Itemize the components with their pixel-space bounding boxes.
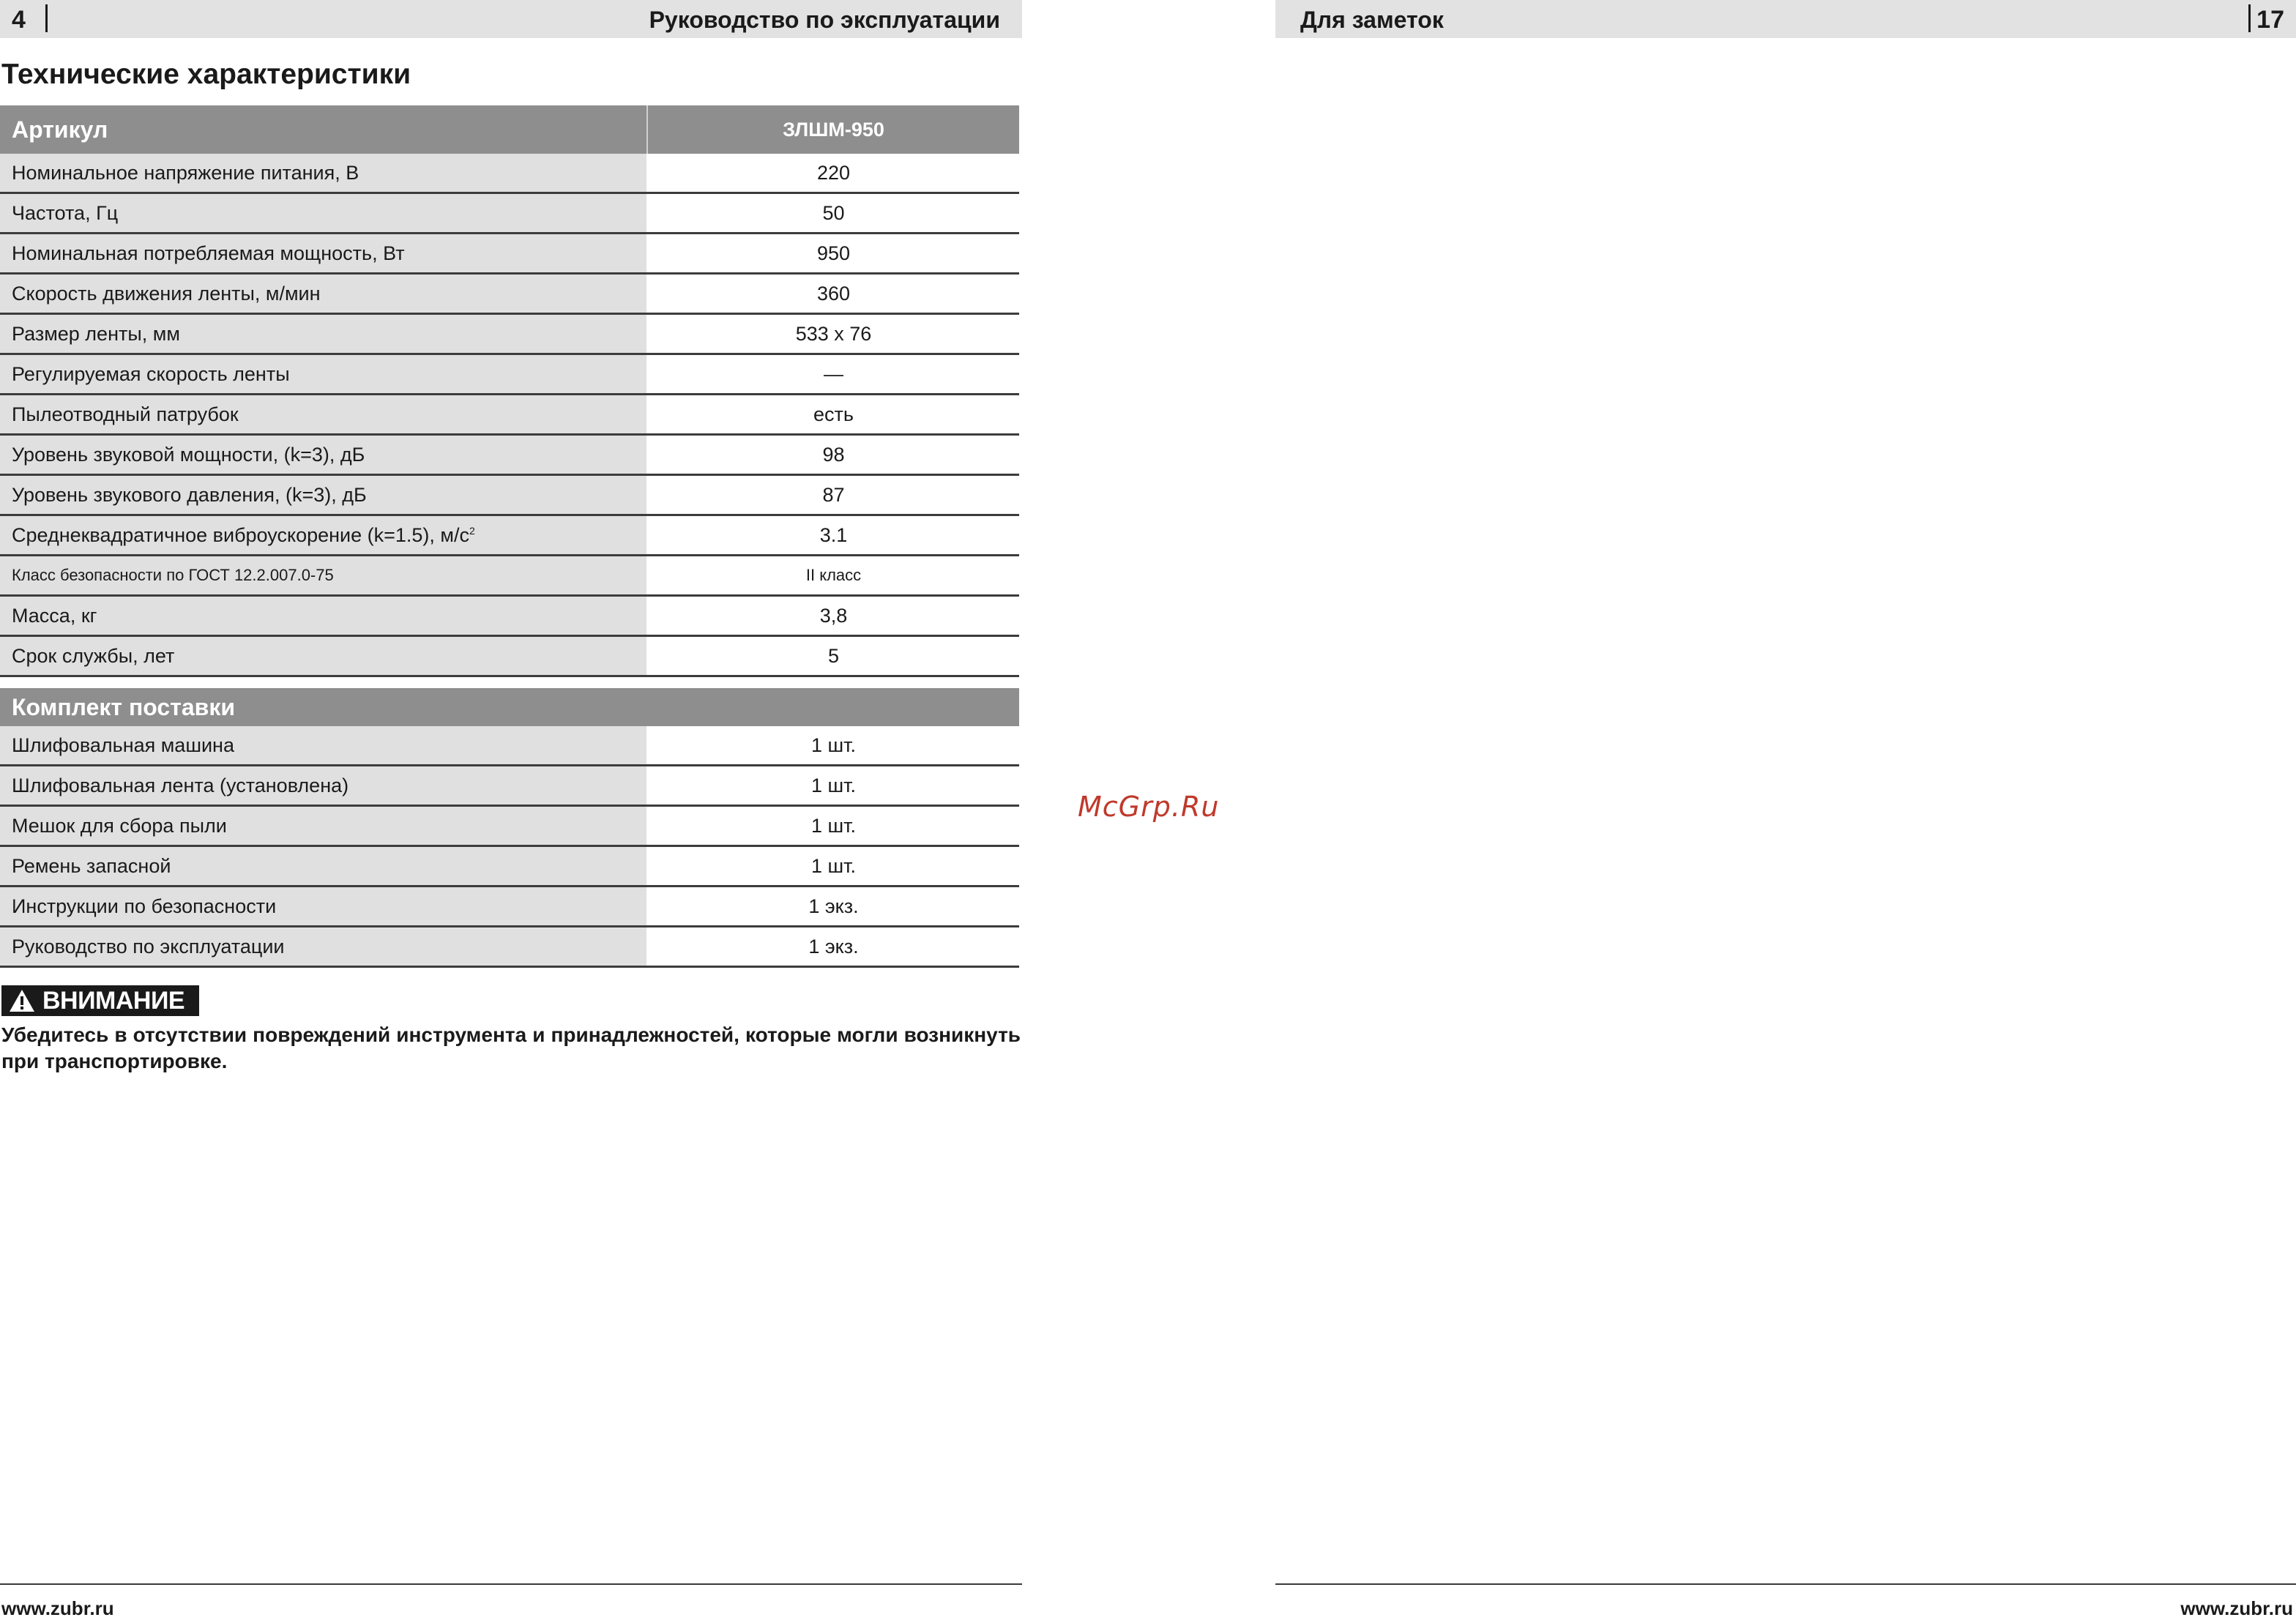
warning-label: ВНИМАНИЕ — [42, 987, 185, 1015]
left-page — [0, 0, 1022, 1617]
kit-label: Ремень запасной — [0, 846, 647, 886]
table-row — [0, 806, 1019, 846]
spec-label: Размер ленты, мм — [0, 314, 647, 354]
header-title: Руководство по эксплуатации — [649, 7, 1000, 33]
spec-header-label: Артикул — [0, 105, 647, 154]
table-row — [0, 435, 1019, 475]
table-row — [0, 395, 1019, 435]
spec-label: Пылеотводный патрубок — [0, 395, 647, 435]
spec-value: 98 — [647, 435, 1019, 475]
footer-divider — [1275, 1583, 2296, 1585]
spec-label: Масса, кг — [0, 596, 647, 636]
table-row — [0, 886, 1019, 927]
page-number: 4 — [12, 6, 26, 34]
table-row — [0, 596, 1019, 636]
spec-value: — — [647, 354, 1019, 395]
spec-value: 3,8 — [647, 596, 1019, 636]
table-row — [0, 475, 1019, 515]
kit-table — [0, 688, 1019, 968]
section-title: Технические характеристики — [1, 59, 411, 90]
superscript: 2 — [469, 524, 475, 537]
footer-url: www.zubr.ru — [2180, 1597, 2293, 1619]
spec-value: 3.1 — [647, 515, 1019, 556]
kit-value: 1 шт. — [647, 726, 1019, 766]
table-row — [0, 274, 1019, 314]
spec-label: Срок службы, лет — [0, 636, 647, 676]
spec-label: Уровень звуковой мощности, (k=3), дБ — [0, 435, 647, 475]
spec-label: Среднеквадратичное виброускорение (k=1.5), м/с — [12, 523, 469, 546]
kit-value: 1 шт. — [647, 806, 1019, 846]
table-row — [0, 927, 1019, 967]
table-row — [0, 234, 1019, 274]
table-row — [0, 636, 1019, 676]
kit-label: Инструкции по безопасности — [0, 886, 647, 927]
spec-value: II класс — [647, 556, 1019, 596]
table-row — [0, 154, 1019, 193]
table-row — [0, 846, 1019, 886]
page-header — [0, 0, 1022, 38]
spec-value: 87 — [647, 475, 1019, 515]
footer-url: www.zubr.ru — [1, 1597, 114, 1619]
header-divider — [2248, 4, 2251, 32]
spec-label: Частота, Гц — [0, 193, 647, 234]
kit-label: Руководство по эксплуатации — [0, 927, 647, 967]
spec-value: есть — [647, 395, 1019, 435]
kit-table-header — [0, 688, 1019, 726]
right-page — [1275, 0, 2296, 1617]
table-row — [0, 766, 1019, 806]
spec-table-header — [0, 105, 1019, 154]
table-row — [0, 726, 1019, 766]
spec-value: 950 — [647, 234, 1019, 274]
header-title: Для заметок — [1300, 7, 1444, 33]
table-row — [0, 354, 1019, 395]
table-row — [0, 556, 1019, 596]
spec-label: Класс безопасности по ГОСТ 12.2.007.0-75 — [0, 556, 647, 596]
spec-header-model: ЗЛШМ-950 — [647, 105, 1019, 154]
table-row — [0, 193, 1019, 234]
table-row — [0, 314, 1019, 354]
table-row — [0, 515, 1019, 556]
spec-label: Скорость движения ленты, м/мин — [0, 274, 647, 314]
kit-value: 1 шт. — [647, 766, 1019, 806]
spec-value: 220 — [647, 154, 1019, 193]
spec-table — [0, 105, 1019, 677]
spec-value: 50 — [647, 193, 1019, 234]
spec-label: Уровень звукового давления, (k=3), дБ — [0, 475, 647, 515]
warning-badge — [1, 985, 199, 1016]
kit-label: Шлифовальная лента (установлена) — [0, 766, 647, 806]
spec-label-cell — [0, 515, 647, 556]
kit-header-label: Комплект поставки — [0, 688, 1019, 726]
spec-label: Номинальная потребляемая мощность, Вт — [0, 234, 647, 274]
header-divider — [45, 4, 48, 32]
spec-label: Регулируемая скорость ленты — [0, 354, 647, 395]
spec-value: 533 х 76 — [647, 314, 1019, 354]
page-number: 17 — [2256, 6, 2284, 34]
footer-divider — [0, 1583, 1022, 1585]
kit-label: Шлифовальная машина — [0, 726, 647, 766]
kit-value: 1 экз. — [647, 927, 1019, 967]
spec-value: 5 — [647, 636, 1019, 676]
page-header — [1275, 0, 2296, 38]
kit-value: 1 экз. — [647, 886, 1019, 927]
watermark: McGrp.Ru — [1078, 791, 1220, 823]
warning-text: Убедитесь в отсутствии повреждений инструмента и принадлежностей, которые могли возникнуть при транспортировке. — [1, 1023, 1021, 1072]
spec-value: 360 — [647, 274, 1019, 314]
kit-value: 1 шт. — [647, 846, 1019, 886]
warning-triangle-icon — [9, 989, 35, 1012]
spec-label: Номинальное напряжение питания, В — [0, 154, 647, 193]
kit-label: Мешок для сбора пыли — [0, 806, 647, 846]
